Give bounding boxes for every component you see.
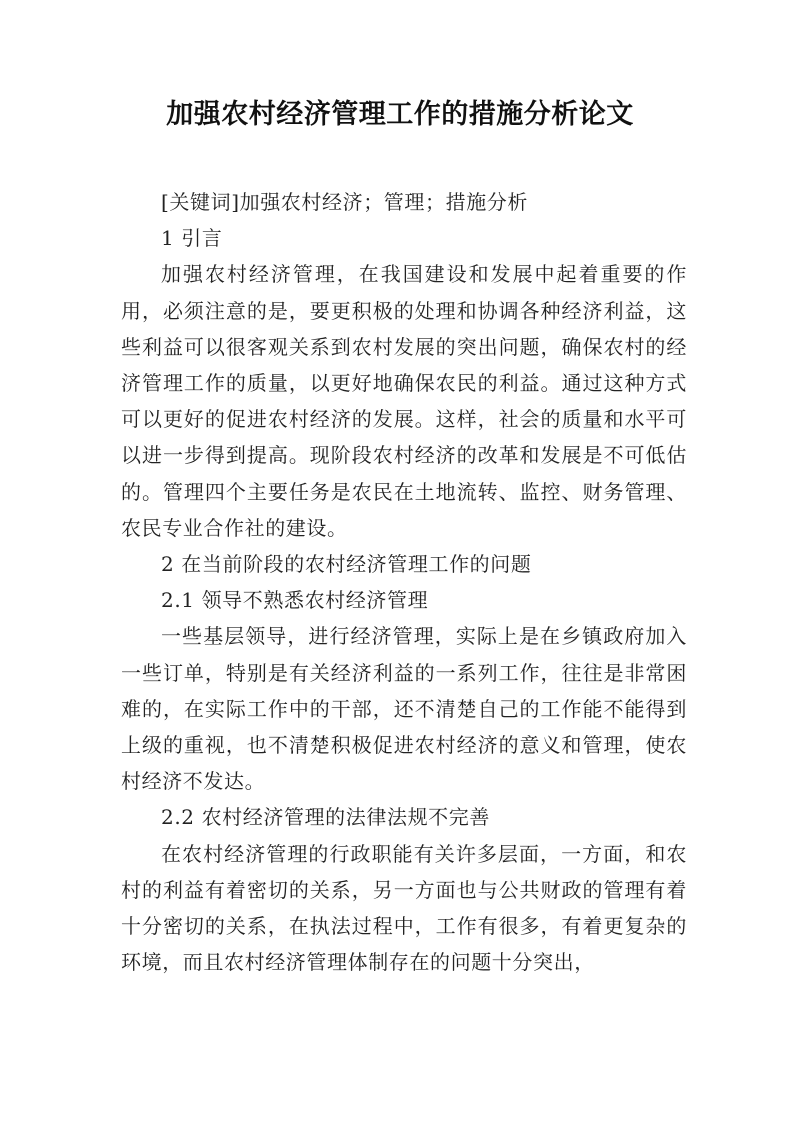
document-title: 加强农村经济管理工作的措施分析论文 bbox=[166, 99, 634, 130]
body-paragraph: 一些基层领导，进行经济管理，实际上是在乡镇政府加入一些订单，特别是有关经济利益的一系列工作，往往是非常困难的，在实际工作中的干部，还不清楚自己的工作能不能得到上级的重视，也不清楚积极促进农村经济的意义和管理，使农村经济不发达。 bbox=[121, 624, 687, 794]
body-paragraph: 在农村经济管理的行政职能有关许多层面，一方面，和农村的利益有着密切的关系，另一方面也与公共财政的管理有着十分密切的关系，在执法过程中，工作有很多，有着更复杂的环境，而且农村经济管理体制存在的问题十分突出， bbox=[121, 841, 687, 975]
document-body bbox=[121, 184, 687, 980]
body-paragraph: 加强农村经济管理，在我国建设和发展中起着重要的作用，必须注意的是，要更积极的处理和协调各种经济利益，这些利益可以很客观关系到农村发展的突出问题，确保农村的经济管理工作的质量，以更好地确保农民的利益。通过这种方式可以更好的促进农村经济的发展。这样，社会的质量和水平可以进一步得到提高。现阶段农村经济的改革和发展是不可低估的。管理四个主要任务是农民在土地流转、监控、财务管理、农民专业合作社的建设。 bbox=[121, 262, 687, 540]
subsection-heading-2-1: 2.1 领导不熟悉农村经济管理 bbox=[161, 588, 429, 613]
section-heading-introduction: 1 引言 bbox=[161, 226, 223, 251]
section-heading-problems: 2 在当前阶段的农村经济管理工作的问题 bbox=[161, 552, 532, 577]
subsection-heading-2-2: 2.2 农村经济管理的法律法规不完善 bbox=[161, 805, 490, 830]
keywords-line: [关键词]加强农村经济；管理；措施分析 bbox=[161, 190, 529, 214]
